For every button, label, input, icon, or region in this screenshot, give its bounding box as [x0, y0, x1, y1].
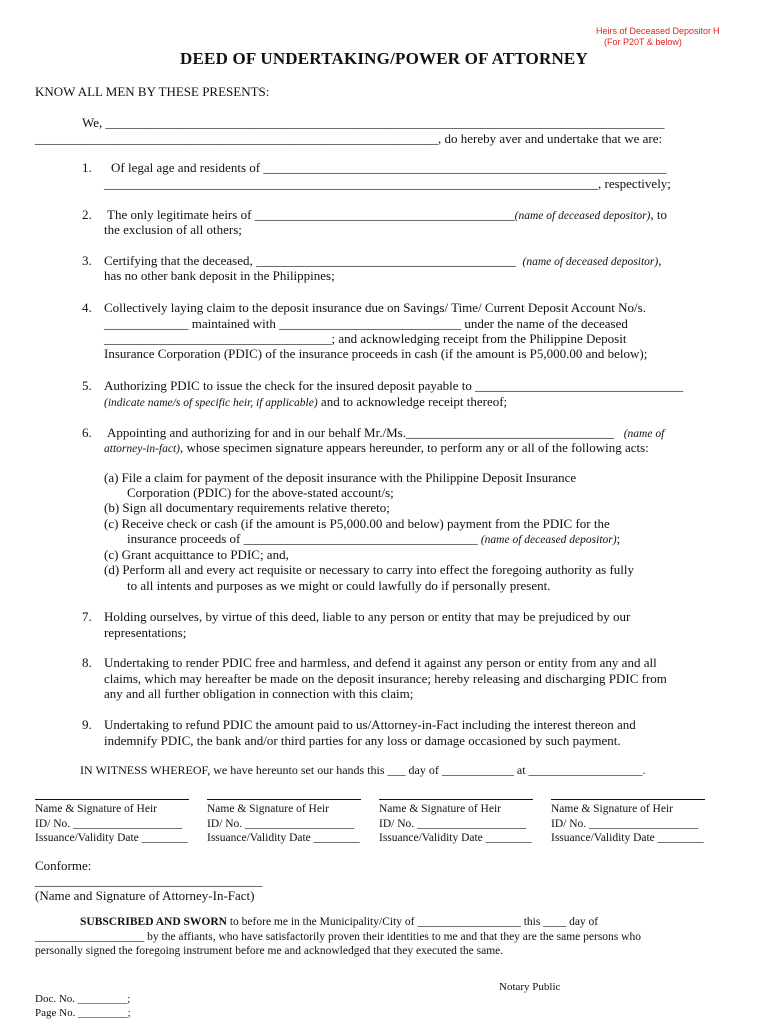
heir-name-label: Name & Signature of Heir: [551, 803, 673, 815]
clause-text: any and all further obligation in connection with this claim;: [104, 686, 414, 701]
act-text-part: ;: [616, 531, 621, 546]
clause-number: 1.: [82, 160, 92, 175]
clause-text: Collectively laying claim to the deposit insurance due on Savings/ Time/ Current Deposit Account No/s.: [104, 300, 646, 315]
heir-issuance-field: Issuance/Validity Date ________: [379, 832, 532, 844]
act-text-part: insurance proceeds of ____________________________________: [127, 531, 478, 546]
heir-name-label: Name & Signature of Heir: [379, 803, 501, 815]
clause-text-part: The only legitimate heirs of ________________________________________: [107, 207, 515, 222]
act-item-cont: to all intents and purposes as we might or could lawfully do if personally present.: [127, 578, 551, 593]
heir-signature-block: [551, 799, 705, 846]
heir-issuance-field: Issuance/Validity Date ________: [551, 832, 704, 844]
clause-text: _____________ maintained with ____________________________ under the name of the deceased: [104, 316, 628, 331]
signature-line: [551, 799, 705, 800]
we-line-1: We, ______________________________________________________________________________________: [82, 115, 665, 130]
heir-issuance-field: Issuance/Validity Date ________: [35, 832, 188, 844]
clause-text: Holding ourselves, by virtue of this deed, liable to any person or entity that may be prejudiced by our: [104, 609, 631, 624]
form-tag: [596, 26, 720, 48]
form-tag-letter: H: [713, 26, 720, 36]
clause-text: ___________________________________; and acknowledging receipt from the Philippine Deposit: [104, 331, 627, 346]
clause-number: 4.: [82, 300, 92, 315]
clause-text: the exclusion of all others;: [104, 222, 242, 237]
conforme-label: Conforme:: [35, 858, 92, 873]
signature-line: [379, 799, 533, 800]
clause-italic-note: (name of deceased depositor): [514, 210, 651, 222]
heir-id-field: ID/ No. ___________________: [35, 817, 183, 830]
heir-id-field: ID/ No. ___________________: [551, 817, 699, 830]
form-tag-title: Heirs of Deceased Depositor: [596, 26, 712, 36]
clause-text: claims, which may hereafter be made on the deposit insurance; hereby releasing and discharging PDIC from: [104, 671, 667, 686]
clause-text: Of legal age and residents of ______________________________________________________________: [111, 160, 667, 175]
clause-italic-note: (name of deceased depositor): [522, 256, 659, 268]
clause-text: indemnify PDIC, the bank and/or third parties for any loss or damage occasioned by such payment.: [104, 733, 621, 748]
clause-text-part: Certifying that the deceased, ________________________________________: [104, 253, 516, 268]
jurat-line-3: personally signed the foregoing instrument before me and acknowledged that they executed the same.: [35, 945, 504, 957]
heir-id-field: ID/ No. ___________________: [379, 817, 527, 830]
heir-signature-block: [207, 799, 361, 846]
clause-number: 2.: [82, 207, 92, 222]
clause-number: 9.: [82, 717, 92, 732]
attorney-label: (Name and Signature of Attorney-In-Fact): [35, 888, 255, 903]
signature-line: [35, 799, 189, 800]
clause-text: Undertaking to refund PDIC the amount paid to us/Attorney-in-Fact including the interest thereon and: [104, 717, 636, 732]
act-item-cont: [127, 531, 620, 548]
heir-name-label: Name & Signature of Heir: [35, 803, 157, 815]
notary-public-label: Notary Public: [499, 981, 561, 993]
act-item: (b) Sign all documentary requirements relative thereto;: [104, 500, 390, 515]
heir-signature-block: [35, 799, 189, 846]
clause-text: ____________________________________________________________________________, respectively;: [104, 176, 671, 191]
act-italic-note: (name of deceased depositor): [480, 534, 617, 546]
clause-number: 6.: [82, 425, 92, 440]
act-item-cont: Corporation (PDIC) for the above-stated account/s;: [127, 485, 394, 500]
clause-text: [104, 394, 507, 411]
signature-line: [207, 799, 361, 800]
clause-text-part: , whose specimen signature appears hereunder, to perform any or all of the following acts:: [180, 440, 649, 455]
heir-name-label: Name & Signature of Heir: [207, 803, 329, 815]
act-item: (d) Perform all and every act requisite or necessary to carry into effect the foregoing authority as fully: [104, 562, 635, 577]
heir-issuance-field: Issuance/Validity Date ________: [207, 832, 360, 844]
jurat-text: to before me in the Municipality/City of __________________ this ____ day of: [226, 916, 599, 928]
jurat-line-1: [80, 914, 598, 930]
page-no-field: Page No. _________;: [35, 1007, 131, 1019]
form-tag-subtitle: (For P20T & below): [604, 37, 682, 47]
clause-text: Insurance Corporation (PDIC) of the insurance proceeds in cash (if the amount is P5,000.00 and below);: [104, 346, 648, 361]
act-item: (c) Receive check or cash (if the amount is P5,000.00 and below) payment from the PDIC for the: [104, 516, 610, 531]
jurat-line-2: ___________________ by the affiants, who have satisfactorily proven their identities to me and that they are the same persons who: [35, 931, 641, 943]
clause-italic-note: (name of: [623, 428, 665, 440]
clause-text: Authorizing PDIC to issue the check for the insured deposit payable to ________________________________: [104, 378, 684, 393]
clause-text-part: ,: [658, 253, 662, 268]
clause-number: 3.: [82, 253, 92, 268]
we-line-2: ______________________________________________________________, do hereby aver and undertake that we are:: [35, 131, 663, 146]
act-item: (c) Grant acquittance to PDIC; and,: [104, 547, 289, 562]
clause-text: representations;: [104, 625, 187, 640]
clause-text-part: Appointing and authorizing for and in our behalf Mr./Ms.________________________________: [107, 425, 614, 440]
clause-number: 7.: [82, 609, 92, 624]
attorney-signature-line: ___________________________________: [35, 873, 263, 888]
doc-no-field: Doc. No. _________;: [35, 993, 131, 1005]
clause-text: Undertaking to render PDIC free and harmless, and defend it against any person or entity from any and all: [104, 655, 657, 670]
clause-number: 5.: [82, 378, 92, 393]
clause-number: 8.: [82, 655, 92, 670]
clause-text: has no other bank deposit in the Philippines;: [104, 268, 335, 283]
act-item: (a) File a claim for payment of the deposit insurance with the Philippine Deposit Insurance: [104, 470, 577, 485]
clause-text: [104, 440, 649, 457]
heir-signature-block: [379, 799, 533, 846]
clause-italic-note: (indicate name/s of specific heir, if applicable): [104, 397, 318, 409]
intro-heading: KNOW ALL MEN BY THESE PRESENTS:: [35, 84, 270, 99]
clause-italic-note: attorney-in-fact): [104, 443, 181, 455]
witness-statement: IN WITNESS WHEREOF, we have hereunto set our hands this ___ day of ____________ at ___________________.: [80, 763, 646, 777]
document-title: DEED OF UNDERTAKING/POWER OF ATTORNEY: [180, 49, 588, 68]
heir-id-field: ID/ No. ___________________: [207, 817, 355, 830]
clause-text-part: , to: [650, 207, 668, 222]
jurat-bold: SUBSCRIBED AND SWORN: [80, 916, 227, 928]
clause-text-part: and to acknowledge receipt thereof;: [317, 394, 508, 409]
